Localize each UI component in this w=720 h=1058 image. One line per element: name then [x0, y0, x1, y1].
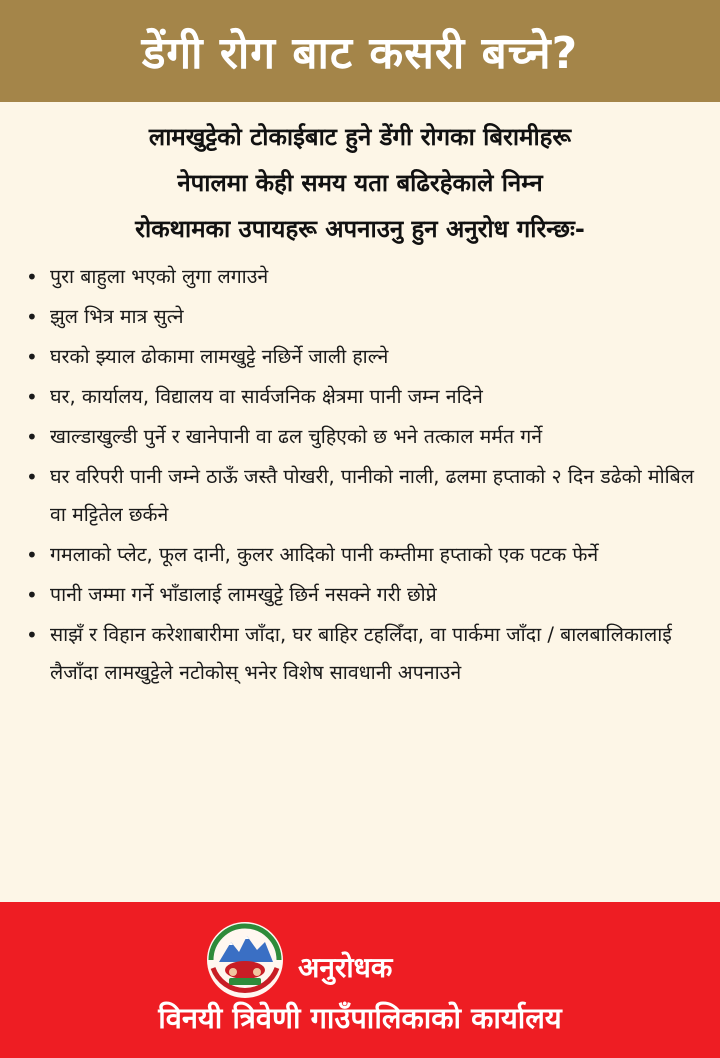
bullet-icon: • [26, 265, 38, 289]
bullet-icon: • [26, 305, 38, 329]
title-banner [0, 0, 720, 102]
list-item [26, 338, 696, 376]
intro-line: नेपालमा केही समय यता बढिरहेकाले निम्न [177, 169, 543, 197]
page-title: डेंगी रोग बाट कसरी बच्ने? [141, 28, 579, 79]
bullet-icon: • [26, 465, 38, 489]
tip-text: गमलाको प्लेट, फूल दानी, कुलर आदिको पानी कम्तीमा हप्ताको एक पटक फेर्ने [50, 543, 599, 566]
tip-text: साझँ र विहान करेशाबारीमा जाँदा, घर बाहिर टहलिँदा, वा पार्कमा जाँदा / बालबालिकालाई लैजाँदा लामखुट्टेले नटोकोस् भनेर विशेष सावधानी अपनाउने [50, 623, 672, 684]
list-item [26, 378, 696, 416]
tip-text: घर वरिपरी पानी जम्ने ठाऊँ जस्तै पोखरी, पानीको नाली, ढलमा हप्ताको २ दिन डढेको मोबिल वा मट्टितेल छर्कने [50, 465, 695, 526]
list-item [26, 536, 696, 574]
tip-text: घर, कार्यालय, विद्यालय वा सार्वजनिक क्षेत्रमा पानी जम्न नदिने [50, 385, 483, 408]
tip-text: घरको झ्याल ढोकामा लामखुट्टे नछिर्ने जाली हाल्ने [50, 345, 389, 368]
footer-banner [0, 902, 720, 1058]
tip-text: पुरा बाहुला भएको लुगा लगाउने [50, 265, 269, 288]
list-item [26, 576, 696, 614]
organization-name: विनयी त्रिवेणी गाउँपालिकाको कार्यालय [158, 1001, 562, 1035]
tip-text: पानी जम्मा गर्ने भाँडालाई लामखुट्टे छिर्न नसक्ने गरी छोप्ने [50, 583, 437, 606]
intro-line: रोकथामका उपायहरू अपनाउनु हुन अनुरोध गरिन्छः- [135, 215, 585, 243]
bullet-icon: • [26, 425, 38, 449]
nepal-government-emblem-icon [205, 920, 285, 1000]
tip-text: खाल्डाखुल्डी पुर्ने र खानेपानी वा ढल चुहिएको छ भने तत्काल मर्मत गर्ने [50, 425, 543, 448]
tip-text: झुल भित्र मात्र सुत्ने [50, 305, 184, 328]
intro-line: लामखुट्टेको टोकाईबाट हुने डेंगी रोगका बिरामीहरू [148, 123, 572, 151]
bullet-icon: • [26, 385, 38, 409]
intro-paragraph [20, 114, 700, 252]
list-item [26, 616, 696, 692]
requester-label: अनुरोधक [298, 951, 393, 984]
list-item [26, 458, 696, 534]
list-item [26, 298, 696, 336]
bullet-icon: • [26, 623, 38, 647]
list-item [26, 258, 696, 296]
bullet-icon: • [26, 583, 38, 607]
bullet-icon: • [26, 345, 38, 369]
prevention-tips-list [26, 258, 696, 694]
list-item [26, 418, 696, 456]
bullet-icon: • [26, 543, 38, 567]
